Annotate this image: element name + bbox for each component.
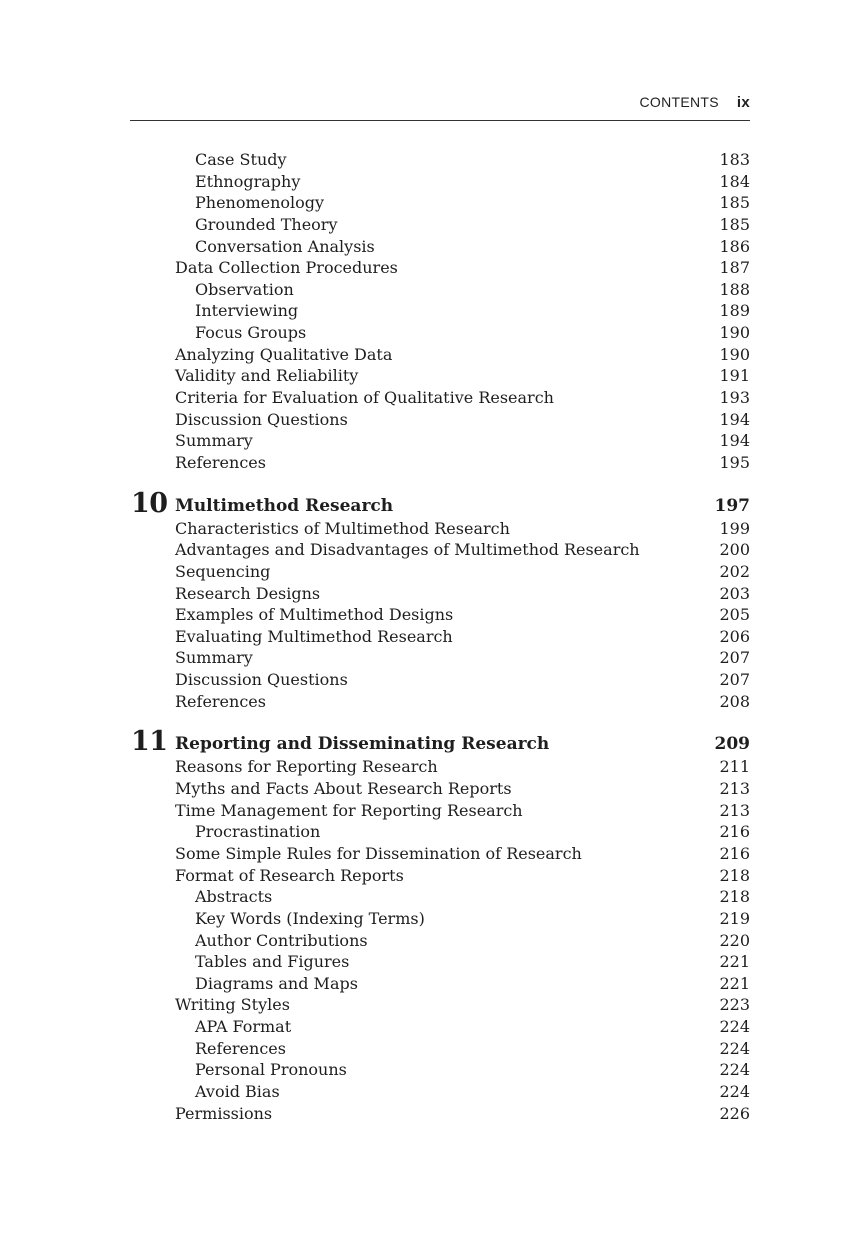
toc-subentry[interactable] bbox=[0, 214, 860, 236]
toc-subentry[interactable] bbox=[0, 973, 860, 995]
toc-entry-page: 188 bbox=[719, 279, 750, 299]
toc-entry-title: Abstracts bbox=[195, 887, 273, 907]
toc-subentry[interactable] bbox=[0, 322, 860, 344]
chapter-11-entries bbox=[0, 756, 860, 1124]
toc-entry-title: Examples of Multimethod Designs bbox=[175, 605, 454, 625]
toc-subentry[interactable] bbox=[0, 930, 860, 952]
toc-entry-page: 184 bbox=[719, 171, 750, 191]
toc-entry[interactable] bbox=[0, 561, 860, 583]
toc-entry-page: 213 bbox=[719, 779, 750, 799]
toc-entry-page: 224 bbox=[719, 1060, 750, 1080]
toc-entry-page: 202 bbox=[719, 561, 750, 581]
toc-entry-title: Summary bbox=[175, 648, 253, 668]
toc-entry-page: 218 bbox=[719, 887, 750, 907]
chapter-10-entries bbox=[0, 518, 860, 713]
toc-entry[interactable] bbox=[0, 647, 860, 669]
toc-subentry[interactable] bbox=[0, 171, 860, 193]
toc-entry-page: 190 bbox=[719, 344, 750, 364]
chapter-page: 197 bbox=[714, 495, 750, 516]
toc-entry[interactable] bbox=[0, 452, 860, 474]
toc-subentry[interactable] bbox=[0, 149, 860, 171]
chapter-number: 10 bbox=[131, 487, 168, 519]
chapter-heading-11[interactable] bbox=[0, 726, 860, 758]
toc-entry-page: 213 bbox=[719, 800, 750, 820]
chapter-page: 209 bbox=[714, 734, 750, 755]
toc-entry[interactable] bbox=[0, 518, 860, 540]
page-number: ix bbox=[736, 94, 750, 111]
toc-entry-title: Author Contributions bbox=[195, 930, 368, 950]
toc-subentry[interactable] bbox=[0, 951, 860, 973]
toc-entry-title: Validity and Reliability bbox=[175, 366, 359, 386]
toc-entry-title: Tables and Figures bbox=[195, 952, 350, 972]
toc-entry-title: Summary bbox=[175, 431, 253, 451]
toc-entry-page: 218 bbox=[719, 865, 750, 885]
toc-entry-title: Phenomenology bbox=[195, 193, 325, 213]
header-rule bbox=[130, 120, 750, 121]
toc-entry[interactable] bbox=[0, 539, 860, 561]
toc-entry-title: Personal Pronouns bbox=[195, 1060, 347, 1080]
toc-entry-title: Time Management for Reporting Research bbox=[175, 800, 523, 820]
toc-entry-page: 191 bbox=[719, 366, 750, 386]
toc-entry-title: Advantages and Disadvantages of Multimethod Research bbox=[175, 540, 640, 560]
toc-subentry[interactable] bbox=[0, 821, 860, 843]
toc-subentry[interactable] bbox=[0, 908, 860, 930]
toc-entry-title: References bbox=[195, 1038, 286, 1058]
toc-entry-title: Characteristics of Multimethod Research bbox=[175, 518, 510, 538]
toc-entry-title: Some Simple Rules for Dissemination of Research bbox=[175, 843, 582, 863]
toc-entry-page: 203 bbox=[719, 583, 750, 603]
toc-entry-page: 221 bbox=[719, 952, 750, 972]
toc-entry-title: Sequencing bbox=[175, 561, 271, 581]
toc-subentry[interactable] bbox=[0, 1081, 860, 1103]
running-title: CONTENTS bbox=[639, 94, 719, 110]
toc-entry-page: 187 bbox=[719, 258, 750, 278]
toc-entry-title: Discussion Questions bbox=[175, 670, 348, 690]
toc-entry-title: Focus Groups bbox=[195, 323, 307, 343]
toc-entry[interactable] bbox=[0, 778, 860, 800]
toc-entry[interactable] bbox=[0, 604, 860, 626]
toc-entry-title: Analyzing Qualitative Data bbox=[175, 344, 393, 364]
chapter-heading-10[interactable] bbox=[0, 487, 860, 519]
toc-entry-title: Reasons for Reporting Research bbox=[175, 757, 438, 777]
toc-entry-title: Procrastination bbox=[195, 822, 321, 842]
toc-entry-page: 193 bbox=[719, 388, 750, 408]
toc-entry-page: 199 bbox=[719, 518, 750, 538]
toc-subentry[interactable] bbox=[0, 886, 860, 908]
toc-subentry[interactable] bbox=[0, 279, 860, 301]
toc-entry-title: APA Format bbox=[195, 1017, 292, 1037]
toc-entry-page: 220 bbox=[719, 930, 750, 950]
toc-entry[interactable] bbox=[0, 691, 860, 713]
toc-entry-title: Data Collection Procedures bbox=[175, 258, 398, 278]
toc-entry-title: Myths and Facts About Research Reports bbox=[175, 779, 512, 799]
toc-entry-title: Interviewing bbox=[195, 301, 299, 321]
toc-entry-page: 207 bbox=[719, 648, 750, 668]
toc-entry[interactable] bbox=[0, 865, 860, 887]
toc-entry[interactable] bbox=[0, 430, 860, 452]
toc-entry[interactable] bbox=[0, 257, 860, 279]
toc-entry-page: 216 bbox=[719, 822, 750, 842]
toc-entry-title: Case Study bbox=[195, 150, 287, 169]
toc-entry-title: Conversation Analysis bbox=[195, 236, 375, 256]
toc-entry-page: 189 bbox=[719, 301, 750, 321]
toc-entry-title: Discussion Questions bbox=[175, 409, 348, 429]
toc-entry[interactable] bbox=[0, 344, 860, 366]
toc-subentry[interactable] bbox=[0, 1059, 860, 1081]
toc-subentry[interactable] bbox=[0, 236, 860, 258]
toc-entry-page: 195 bbox=[719, 452, 750, 472]
toc-entry-page: 216 bbox=[719, 843, 750, 863]
toc-entry-title: Grounded Theory bbox=[195, 214, 338, 234]
toc-entry-title: Research Designs bbox=[175, 583, 321, 603]
toc-entry-title: Format of Research Reports bbox=[175, 865, 404, 885]
toc-entry-page: 183 bbox=[719, 150, 750, 169]
toc-entry-title: References bbox=[175, 452, 266, 472]
chapter-number: 11 bbox=[131, 726, 168, 758]
chapter-title: Reporting and Disseminating Research bbox=[175, 734, 550, 755]
toc-entry-page: 208 bbox=[719, 691, 750, 711]
running-header bbox=[130, 94, 750, 114]
toc-entry-page: 226 bbox=[719, 1103, 750, 1123]
toc-entry-page: 185 bbox=[719, 214, 750, 234]
toc-entry-page: 194 bbox=[719, 431, 750, 451]
toc-block-continued bbox=[0, 149, 860, 474]
toc-entry-page: 200 bbox=[719, 540, 750, 560]
table-of-contents bbox=[0, 149, 860, 1124]
toc-entry-title: Writing Styles bbox=[175, 995, 290, 1015]
toc-entry-page: 205 bbox=[719, 605, 750, 625]
toc-entry-page: 223 bbox=[719, 995, 750, 1015]
toc-entry-title: References bbox=[175, 691, 266, 711]
toc-subentry[interactable] bbox=[0, 1038, 860, 1060]
toc-entry-title: Criteria for Evaluation of Qualitative Research bbox=[175, 388, 554, 408]
toc-entry[interactable] bbox=[0, 583, 860, 605]
toc-entry-page: 207 bbox=[719, 670, 750, 690]
toc-entry-page: 224 bbox=[719, 1038, 750, 1058]
toc-subentry[interactable] bbox=[0, 192, 860, 214]
toc-entry-title: Diagrams and Maps bbox=[195, 973, 358, 993]
toc-entry-title: Observation bbox=[195, 279, 294, 299]
toc-entry[interactable] bbox=[0, 409, 860, 431]
toc-entry[interactable] bbox=[0, 994, 860, 1016]
toc-entry-page: 186 bbox=[719, 236, 750, 256]
toc-subentry[interactable] bbox=[0, 300, 860, 322]
toc-entry-page: 206 bbox=[719, 626, 750, 646]
toc-entry[interactable] bbox=[0, 843, 860, 865]
toc-entry-page: 190 bbox=[719, 323, 750, 343]
toc-entry[interactable] bbox=[0, 756, 860, 778]
chapter-title: Multimethod Research bbox=[175, 495, 394, 516]
toc-entry-title: Evaluating Multimethod Research bbox=[175, 626, 453, 646]
toc-entry-title: Ethnography bbox=[195, 171, 301, 191]
toc-entry-title: Avoid Bias bbox=[195, 1081, 280, 1101]
toc-entry-page: 224 bbox=[719, 1081, 750, 1101]
toc-entry-page: 224 bbox=[719, 1017, 750, 1037]
toc-subentry[interactable] bbox=[0, 1016, 860, 1038]
toc-entry-page: 211 bbox=[719, 757, 750, 777]
toc-entry[interactable] bbox=[0, 800, 860, 822]
toc-entry[interactable] bbox=[0, 626, 860, 648]
toc-entry-page: 194 bbox=[719, 409, 750, 429]
toc-entry-page: 221 bbox=[719, 973, 750, 993]
toc-entry-page: 185 bbox=[719, 193, 750, 213]
toc-entry[interactable] bbox=[0, 387, 860, 409]
toc-entry-page: 219 bbox=[719, 908, 750, 928]
toc-entry[interactable] bbox=[0, 669, 860, 691]
toc-entry[interactable] bbox=[0, 1103, 860, 1125]
toc-entry-title: Permissions bbox=[175, 1103, 273, 1123]
toc-entry-title: Key Words (Indexing Terms) bbox=[195, 908, 425, 928]
toc-entry[interactable] bbox=[0, 365, 860, 387]
